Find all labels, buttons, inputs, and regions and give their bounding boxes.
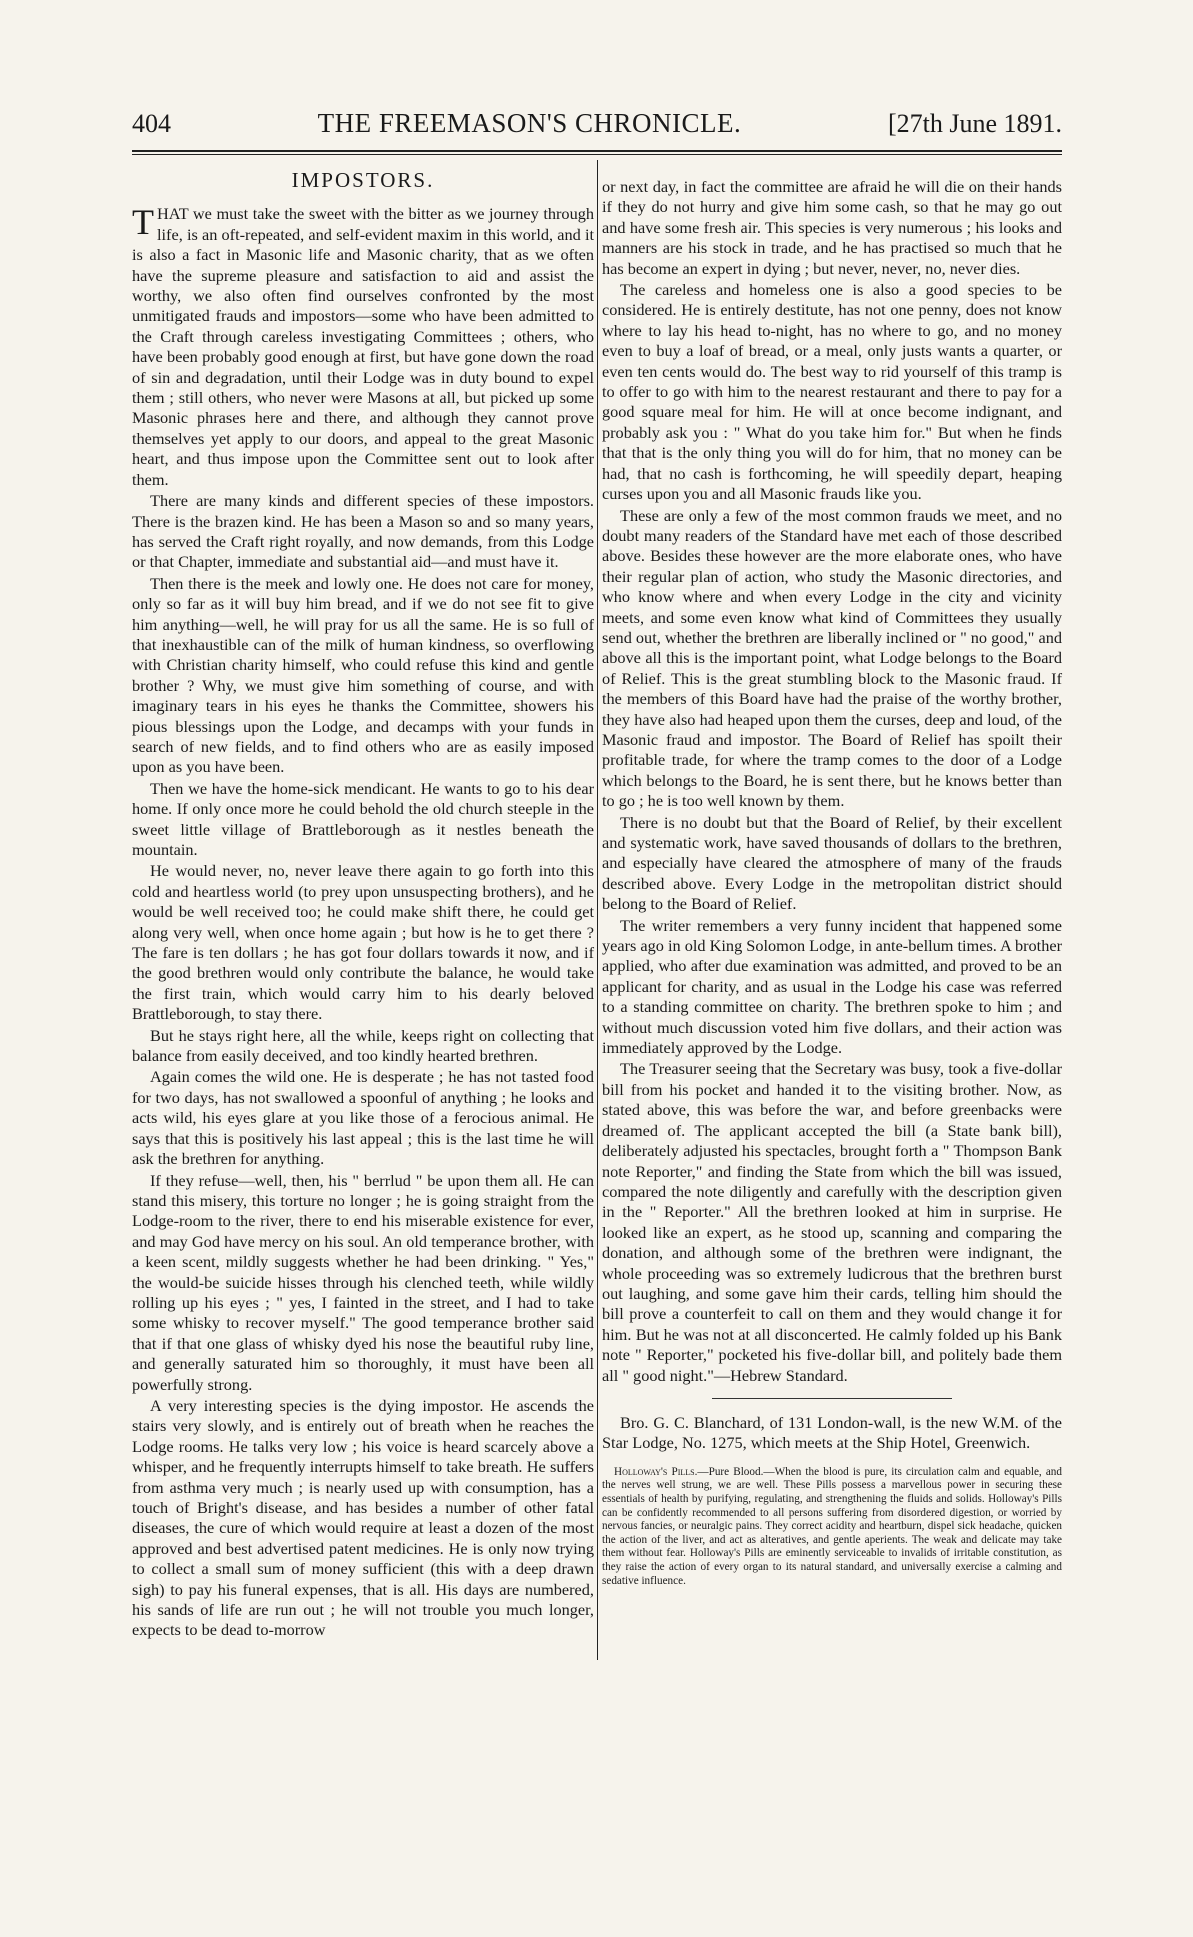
masthead-rule — [132, 150, 1062, 152]
page-number: 404 — [132, 109, 171, 138]
issue-date: [27th June 1891. — [887, 109, 1062, 138]
right-column-body — [602, 177, 1062, 1386]
advertisement — [602, 1466, 1062, 1588]
article-paragraph: or next day, in fact the committee are afraid he will die on their hands if they do not hurry and give him some cash, so that he may go out and have some fresh air. This species is very numerous ; his looks and manners are his stock in trade, and he has practised so much that he has become an expert in dying ; but never, never, no, never dies. — [602, 177, 1062, 278]
article-paragraph: These are only a few of the most common frauds we meet, and no doubt many readers of the Standard have met each of those described above. Besides these however are the more elaborate ones, who have their regular plan of action, who study the Masonic directories, and who know where and when every Lodge in the city and vicinity meets, and some even know what kind of Committees they usually send out, whether the brethren are liberally inclined or " no good," and above all this is the important point, what Lodge belongs to the Board of Relief. This is the great stumbling block to the Masonic fraud. If the members of this Board have had the praise of the worthy brother, they have also had heaped upon them the curses, deep and loud, of the Masonic fraud and impostor. The Board of Relief has spoilt their profitable trade, for where the tramp comes to the door of a Lodge which belongs to the Board, he is sent there, but he knows better than to go ; he is too well known by them. — [602, 505, 1062, 811]
article-headline: IMPOSTORS. — [291, 168, 435, 192]
lodge-notice: Bro. G. C. Blanchard, of 131 London-wall, is the new W.M. of the Star Lodge, No. 1275, which meets at the Ship Hotel, Greenwich. — [602, 1412, 1062, 1453]
paragraph-text: HAT we must take the sweet with the bitter as we journey through life, is an oft-repeated, and self-evident maxim in this world, and it is also a fact in Masonic life and Masonic charity, that as we often have the supreme pleasure and satisfaction to aid and assist the worthy, we also often find ourselves confronted by the most unmitigated frauds and impostors—some who have been admitted to the Craft through careless investigating Committees ; others, who have been probably good enough at first, but have gone down the road of sin and degradation, until their Lodge was in duty bound to expel them ; still others, who never were Masons at all, but picked up some Masonic phrases here and there, and although they cannot prove themselves yet apply to our doors, and appeal to the great Masonic heart, and thus impose upon the Committee sent out to look after them. — [132, 204, 594, 489]
article-paragraph: Then there is the meek and lowly one. He does not care for money, only so far as it will buy him bread, and if we do not see fit to give him anything—well, he will pray for us all the same. He is so full of that inexhaustible can of the milk of human kindness, so overflowing with Christian charity himself, who could refuse this kind and gentle brother ? Why, we must give him something of course, and with imaginary tears in his eyes he thanks the Committee, showers his pious blessings upon the Lodge, and decamps with your funds in search of new fields, and to find others who are as easily imposed upon as you have been. — [132, 573, 594, 777]
article-paragraph: A very interesting species is the dying impostor. He ascends the stairs very slowly, and is entirely out of breath when he reaches the Lodge rooms. He talks very low ; his voice is heard scarcely above a whisper, and he frequently interrupts himself to take breath. He suffers from asthma very much ; is nearly used up with consumption, has a touch of Bright's disease, and has besides a number of other fatal diseases, the cure of which would require at least a dozen of the most approved and best advertised patent medicines. He is only now trying to collect a small sum of money sufficient (this with a deep drawn sigh) to pay his funeral expenses, that is all. His days are numbered, his sands of life are run out ; he will not trouble you much longer, expects to be dead to-morrow — [132, 1395, 594, 1640]
left-column-body — [132, 204, 594, 1640]
article-paragraph: There are many kinds and different species of these impostors. There is the brazen kind. He has been a Mason so and so many years, has served the Craft right royally, and now demands, from this Lodge or that Chapter, immediate and substantial aid—and must have it. — [132, 491, 594, 572]
article-paragraph: He would never, no, never leave there again to go forth into this cold and heartless world (to prey upon unsuspecting brothers), and he would be well received too; he could make shift there, he could get along very well, when once home again ; but how is he to get there ? The fare is ten dollars ; he has got four dollars towards it now, and if the good brethren would only contribute the balance, he would take the first train, which would carry him to his dearly beloved Brattleborough, to stay there. — [132, 861, 594, 1024]
article-paragraph: The writer remembers a very funny incident that happened some years ago in old King Solomon Lodge, in ante-bellum times. A brother applied, who after due examination was admitted, and proved to be an applicant for charity, and as usual in the Lodge his case was referred to a standing committee on charity. The brethren spoke to him ; and without much discussion voted him five dollars, and their action was immediately approved by the Lodge. — [602, 915, 1062, 1058]
article-paragraph: Again comes the wild one. He is desperate ; he has not tasted food for two days, has not swallowed a spoonful of anything ; he looks and acts wild, his eyes glare at you like those of a ferocious animal. He says that this is positively his last appeal ; this is the last time he will ask the brethren for anything. — [132, 1067, 594, 1169]
advert-body: —Pure Blood.—When the blood is pure, its circulation calm and equable, and the nerves well strung, we are well. These Pills possess a marvellous power in securing these essentials of health by purifying, regulating, and strengthening the fluids and solids. Holloway's Pills can be confidently recommended to all persons suffering from disordered digestion, or worried by nervous fancies, or neuralgic pains. They correct acidity and heartburn, dispel sick headache, quicken the action of the liver, and act as alteratives, and gentle aperients. The weak and delicate may take them without fear. Holloway's Pills are eminently serviceable to invalids of irritable constitution, as they raise the action of every organ to its natural standard, and universally exercise a calming and sedative influence. — [602, 1465, 1062, 1587]
section-separator — [712, 1398, 952, 1399]
article-paragraph: But he stays right here, all the while, keeps right on collecting that balance from easily deceived, and too kindly hearted brethren. — [132, 1025, 594, 1066]
right-column — [602, 177, 1062, 1589]
article-paragraph: The Treasurer seeing that the Secretary was busy, took a five-dollar bill from his pocket and handed it to the visiting brother. Now, as stated above, this was before the war, and before greenbacks were dreamed of. The applicant accepted the bill (a State bank bill), deliberately adjusted his spectacles, brought forth a " Thompson Bank note Reporter," and finding the State from which the bill was issued, compared the note diligently and carefully with the description given in the " Reporter." All the brethren looked at him in surprise. He looked like an expert, as he stood up, scanning and comparing the donation, and although some of the brethren were indignant, the whole proceeding was so extremely ludicrous that the brethren burst out laughing, and some gave him their cards, telling him should the bill prove a counterfeit to call on them and they would change it for him. But he was not at all disconcerted. He calmly folded up his Bank note " Reporter," pocketed his five-dollar bill, and politely bade them all " good night."—Hebrew Standard. — [602, 1059, 1062, 1385]
article-paragraph: The careless and homeless one is also a good species to be considered. He is entirely destitute, has not one penny, does not know where to lay his head to-night, has no where to go, and no money even to buy a loaf of bread, or a meal, only justs wants a quarter, or even ten cents would do. The best way to rid yourself of this tramp is to offer to go with him to the nearest restaurant and there to pay for a good square meal for him. He will at once become indignant, and probably ask you : " What do you take him for." But when he finds that that is the only thing you will do for him, that no money can be had, that no cash is forthcoming, he will speedily depart, heaping curses upon you and all Masonic frauds like you. — [602, 280, 1062, 504]
masthead-rule-thin — [132, 154, 1062, 155]
drop-cap: T — [132, 202, 154, 243]
article-paragraph — [132, 204, 594, 490]
publication-title: THE FREEMASON'S CHRONICLE. — [317, 108, 742, 138]
article-paragraph: Then we have the home-sick mendicant. He wants to go to his dear home. If only once more he could behold the old church steeple in the sweet little village of Brattleborough as it nestles beneath the mountain. — [132, 778, 594, 859]
left-column — [132, 170, 594, 1642]
masthead — [132, 108, 1062, 142]
article-paragraph: If they refuse—well, then, his " berrlud " be upon them all. He can stand this misery, this torture no longer ; he is going straight from the Lodge-room to the river, there to end his miserable existence for ever, and may God have mercy on his soul. An old temperance brother, with a keen scent, mildly suggests whether he had been drinking. " Yes," the would-be suicide hisses through his clenched teeth, while wildly rolling up his eyes ; " yes, I fainted in the street, and I had to take some whisky to recover myself." The good temperance brother said that if that one glass of whisky dyed his nose the beautiful ruby line, and generally saturated him so thoroughly, it must have been all powerfully strong. — [132, 1170, 594, 1394]
column-divider — [597, 160, 598, 1660]
article-paragraph: There is no doubt but that the Board of Relief, by their excellent and systematic work, have saved thousands of dollars to the brethren, and especially have cleared the atmosphere of many of the frauds described above. Every Lodge in the metropolitan district should belong to the Board of Relief. — [602, 812, 1062, 914]
advert-lead: Holloway's Pills. — [614, 1465, 698, 1478]
